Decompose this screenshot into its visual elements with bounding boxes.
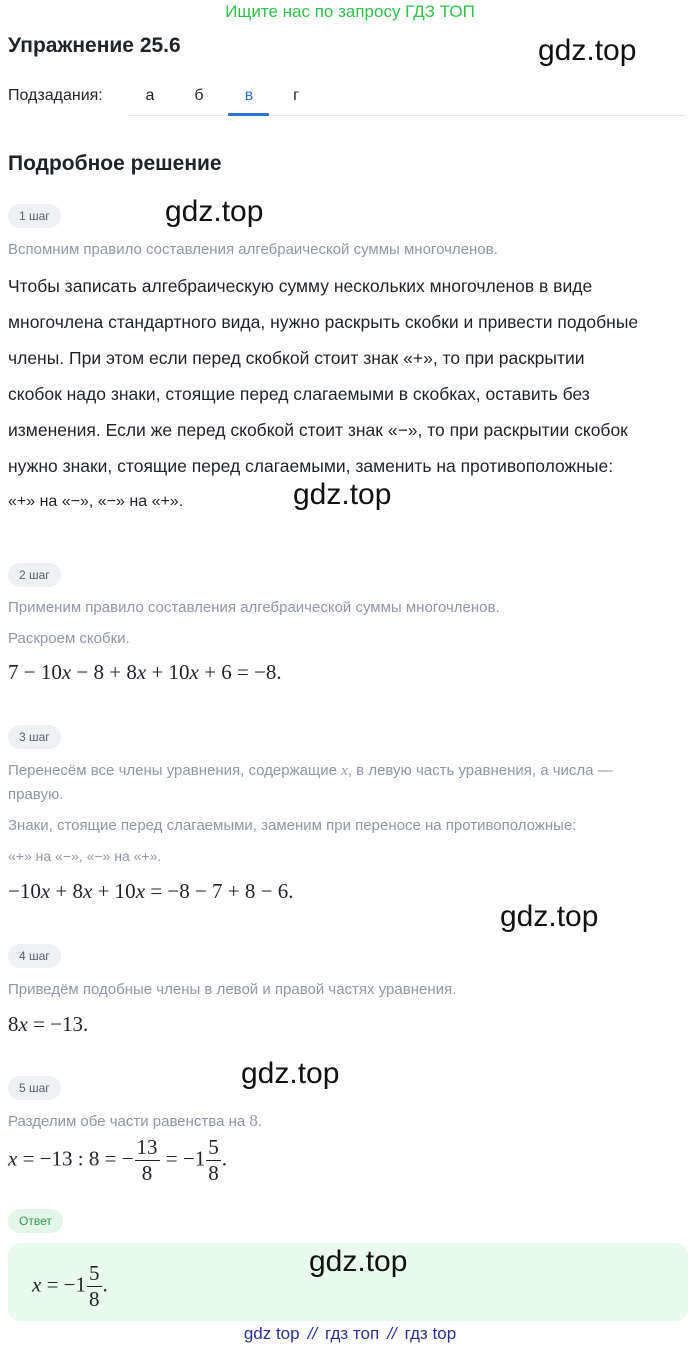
step-1-badge: 1 шаг	[8, 204, 61, 228]
rule-line: многочлена стандартного вида, нужно раскрыть скобки и привести подобные	[8, 312, 639, 332]
hint-number: 8	[249, 1111, 258, 1130]
watermark: gdz.top	[538, 34, 637, 67]
math-part: .	[102, 1272, 108, 1297]
footer-link-gdz-top-ru[interactable]: гдз топ	[325, 1324, 380, 1343]
footer-link-gdz-top[interactable]: gdz top	[243, 1324, 300, 1343]
step-2-hint-2: Раскроем скобки.	[8, 630, 130, 647]
hint-text: , в левую часть уравнения, а числа —	[347, 762, 613, 779]
page-title: Упражнение 25.6	[8, 34, 181, 57]
rule-line: изменения. Если же перед скобкой стоит знак «−», то при раскрытии скобок	[8, 420, 628, 440]
watermark: gdz.top	[500, 900, 599, 933]
footer-separator: //	[387, 1324, 397, 1343]
footer-separator: //	[307, 1324, 318, 1343]
step-2-badge: 2 шаг	[8, 563, 61, 587]
tab-subtask-v[interactable]: в	[244, 87, 254, 104]
math-part: = −1	[160, 1146, 206, 1171]
step-3-hint	[8, 759, 613, 783]
step-3-badge: 3 шаг	[8, 725, 61, 749]
variable-x: x	[341, 763, 348, 779]
denominator: 8	[208, 1161, 219, 1185]
active-tab-indicator	[228, 113, 269, 116]
hint-text: Перенесём все члены уравнения, содержащие	[8, 762, 342, 779]
watermark: gdz.top	[309, 1245, 408, 1278]
answer-fraction	[87, 1263, 102, 1310]
promo-banner[interactable]: Ищите нас по запросу ГДЗ ТОП	[225, 2, 475, 21]
footer-links	[0, 1324, 700, 1344]
step-4-equation: 8x = −13.	[8, 1012, 89, 1036]
denominator: 8	[89, 1287, 100, 1311]
tab-subtask-b[interactable]: б	[194, 87, 204, 104]
tab-subtask-a[interactable]: а	[145, 87, 155, 104]
rule-line: члены. При этом если перед скобкой стоит знак «+», то при раскрытии	[8, 348, 585, 368]
step-5-equation	[8, 1137, 227, 1184]
subtasks-divider	[128, 115, 685, 116]
watermark: gdz.top	[165, 195, 264, 228]
step-5-hint	[8, 1109, 262, 1133]
answer-badge: Ответ	[8, 1209, 63, 1233]
step-1-hint: Вспомним правило составления алгебраической суммы многочленов.	[8, 241, 498, 258]
step-2-hint: Применим правило составления алгебраической суммы многочленов.	[8, 599, 500, 616]
numerator: 5	[89, 1261, 100, 1285]
math-part: .	[221, 1146, 227, 1171]
watermark: gdz.top	[241, 1057, 340, 1090]
math-part: x = −1	[32, 1272, 87, 1297]
hint-text: Разделим обе части равенства на	[8, 1113, 250, 1130]
numerator: 13	[136, 1135, 158, 1159]
numerator: 5	[208, 1135, 219, 1159]
rule-line: нужно знаки, стоящие перед слагаемыми, заменить на противоположные:	[8, 456, 614, 476]
step-3-hint-2: Знаки, стоящие перед слагаемыми, заменим при переносе на противоположные:	[8, 817, 577, 834]
step-3-equation: −10x + 8x + 10x = −8 − 7 + 8 − 6.	[8, 879, 294, 903]
fraction-13-8	[135, 1137, 160, 1184]
footer-link-gdz-top-mixed[interactable]: гдз top	[404, 1324, 457, 1343]
tab-subtask-g[interactable]: г	[293, 87, 299, 104]
denominator: 8	[141, 1161, 153, 1185]
step-5-badge: 5 шаг	[8, 1076, 61, 1100]
step-4-badge: 4 шаг	[8, 944, 61, 968]
rule-line: Чтобы записать алгебраическую сумму нескольких многочленов в виде	[8, 276, 593, 296]
fraction-5-8	[206, 1137, 221, 1184]
step-2-equation: 7 − 10x − 8 + 8x + 10x + 6 = −8.	[8, 660, 282, 684]
section-title: Подробное решение	[8, 152, 222, 175]
step-4-hint: Приведём подобные члены в левой и правой частях уравнения.	[8, 981, 457, 998]
math-part: x = −13 : 8 = −	[8, 1146, 134, 1171]
step-3-hint-3: «+» на «−», «−» на «+».	[8, 848, 162, 864]
step-3-hint-cont: правую.	[8, 786, 64, 803]
rule-line: «+» на «−», «−» на «+».	[8, 493, 184, 510]
hint-text: .	[257, 1113, 263, 1130]
rule-line: скобок надо знаки, стоящие перед слагаемыми в скобках, оставить без	[8, 384, 590, 404]
watermark: gdz.top	[293, 478, 392, 511]
answer-equation	[32, 1263, 108, 1310]
subtasks-label: Подзадания:	[8, 87, 103, 104]
